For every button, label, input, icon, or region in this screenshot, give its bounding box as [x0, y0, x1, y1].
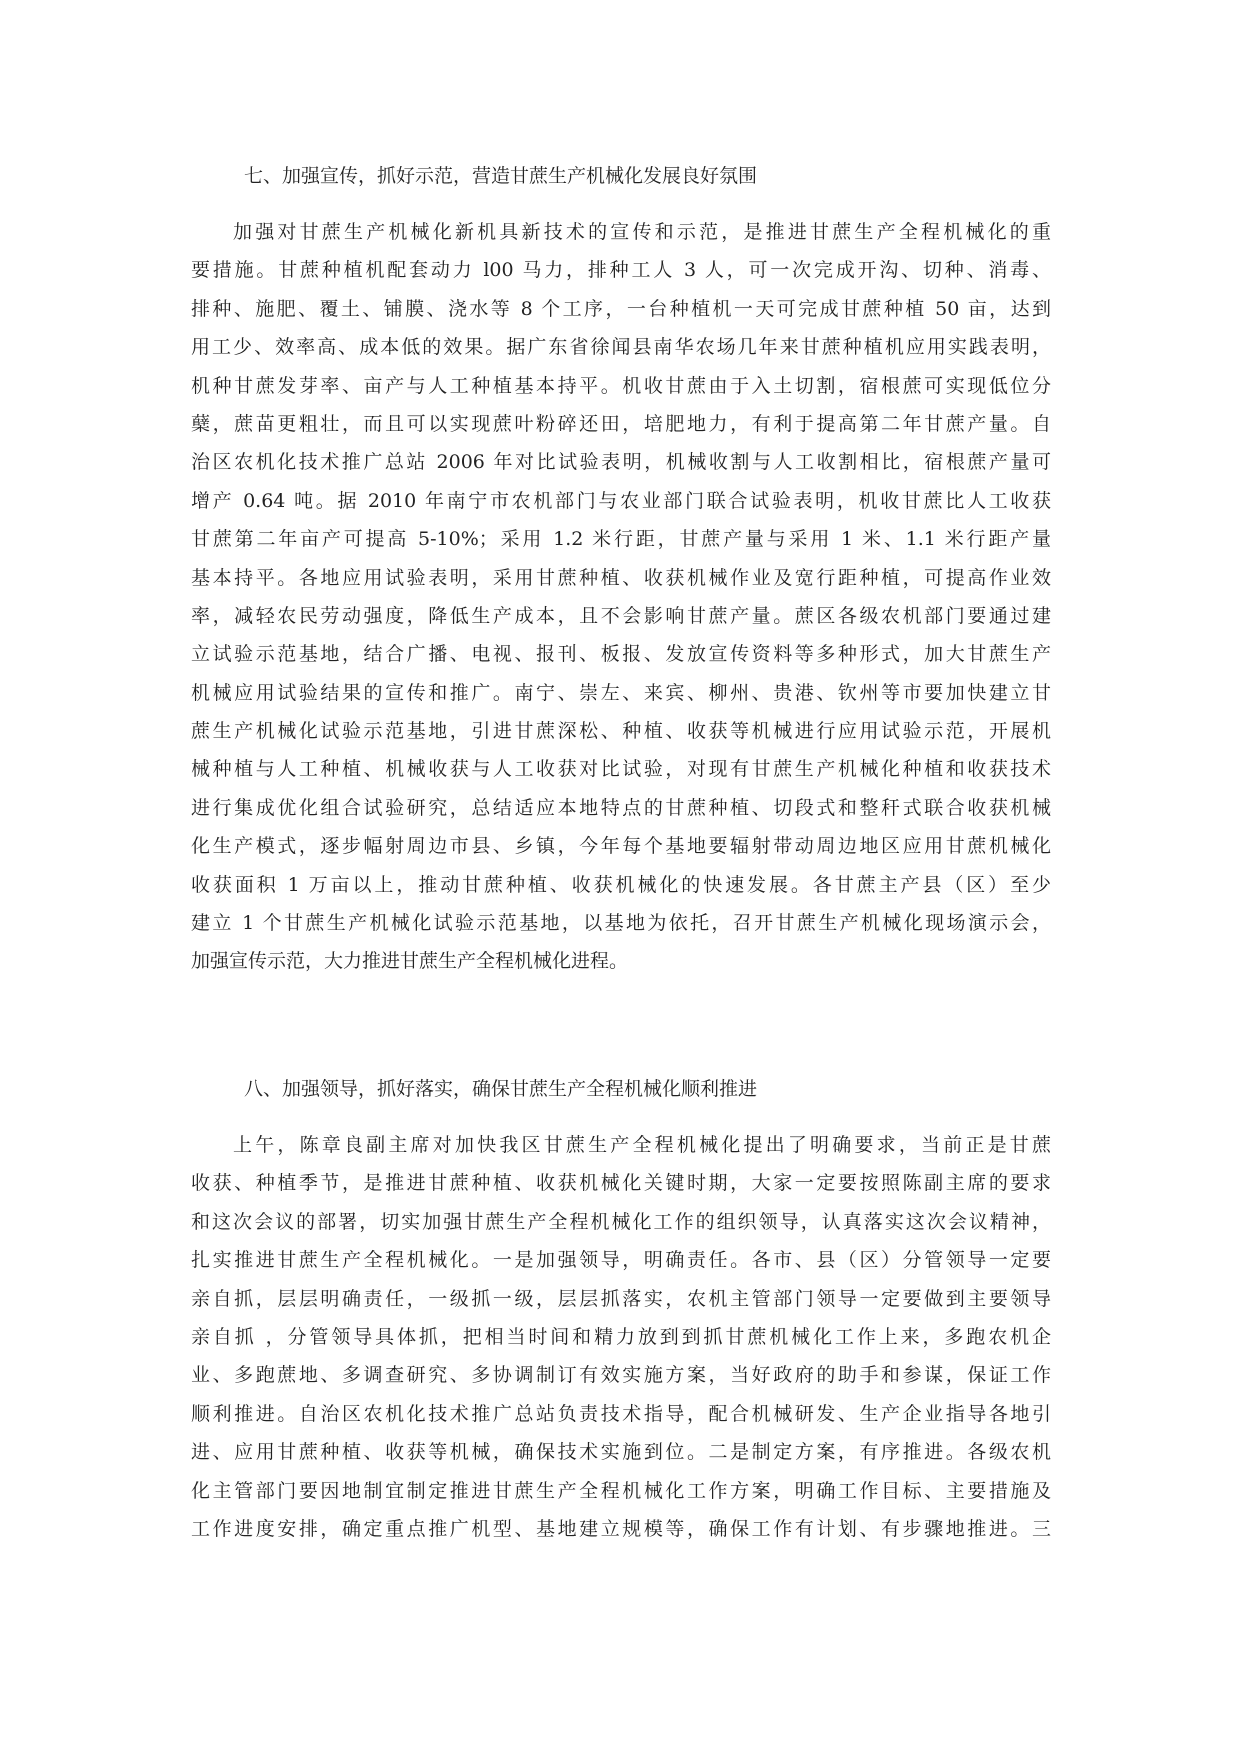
paragraph-line: 加强对甘蔗生产机械化新机具新技术的宣传和示范，是推进甘蔗生产全程机械化的重 — [233, 221, 1051, 243]
paragraph-line: 扎实推进甘蔗生产全程机械化。一是加强领导，明确责任。各市、县（区）分管领导一定要 — [191, 1249, 1051, 1272]
paragraph-line: 建立 1 个甘蔗生产机械化试验示范基地，以基地为依托，召开甘蔗生产机械化现场演示会， — [191, 912, 1051, 935]
paragraph-line: 机种甘蔗发芽率、亩产与人工种植基本持平。机收甘蔗由于入土切割，宿根蔗可实现低位分 — [191, 374, 1051, 397]
section-7-heading: 七、加强宣传，抓好示范，营造甘蔗生产机械化发展良好氛围 — [244, 165, 758, 187]
section-8-paragraph — [191, 1126, 1051, 1548]
paragraph-line: 收获、种植季节，是推进甘蔗种植、收获机械化关键时期，大家一定要按照陈副主席的要求 — [191, 1172, 1051, 1195]
paragraph-line: 甘蔗第二年亩产可提高 5-10%；采用 1.2 米行距，甘蔗产量与采用 1 米、1.1 米行距产量 — [191, 528, 1051, 551]
paragraph-line: 和这次会议的部署，切实加强甘蔗生产全程机械化工作的组织领导，认真落实这次会议精神， — [191, 1210, 1051, 1233]
paragraph-line: 加强宣传示范，大力推进甘蔗生产全程机械化进程。 — [191, 950, 629, 973]
paragraph-line: 机械应用试验结果的宣传和推广。南宁、崇左、来宾、柳州、贵港、钦州等市要加快建立甘 — [191, 681, 1051, 704]
paragraph-line: 蘖，蔗苗更粗壮，而且可以实现蔗叶粉碎还田，培肥地力，有利于提高第二年甘蔗产量。自 — [191, 412, 1051, 435]
paragraph-line: 排种、施肥、覆土、铺膜、浇水等 8 个工序，一台种植机一天可完成甘蔗种植 50 亩，达到 — [191, 297, 1051, 320]
paragraph-line: 收获面积 1 万亩以上，推动甘蔗种植、收获机械化的快速发展。各甘蔗主产县（区）至少 — [191, 873, 1051, 896]
paragraph-line: 用工少、效率高、成本低的效果。据广东省徐闻县南华农场几年来甘蔗种植机应用实践表明， — [191, 336, 1051, 359]
paragraph-line: 要措施。甘蔗种植机配套动力 l00 马力，排种工人 3 人，可一次完成开沟、切种、消毒、 — [191, 259, 1051, 282]
paragraph-line: 上午，陈章良副主席对加快我区甘蔗生产全程机械化提出了明确要求，当前正是甘蔗 — [233, 1134, 1051, 1156]
paragraph-line: 工作进度安排，确定重点推广机型、基地建立规模等，确保工作有计划、有步骤地推进。三 — [191, 1517, 1051, 1540]
paragraph-line: 基本持平。各地应用试验表明，采用甘蔗种植、收获机械作业及宽行距种植，可提高作业效 — [191, 566, 1051, 589]
paragraph-line: 治区农机化技术推广总站 2006 年对比试验表明，机械收割与人工收割相比，宿根蔗产量可 — [191, 451, 1051, 474]
paragraph-line: 亲自抓 ，分管领导具体抓，把相当时间和精力放到到抓甘蔗机械化工作上来，多跑农机企 — [191, 1325, 1051, 1348]
paragraph-line: 化主管部门要因地制宜制定推进甘蔗生产全程机械化工作方案，明确工作目标、主要措施及 — [191, 1479, 1051, 1502]
section-8-heading: 八、加强领导，抓好落实，确保甘蔗生产全程机械化顺利推进 — [244, 1078, 758, 1100]
paragraph-line: 率，减轻农民劳动强度，降低生产成本，且不会影响甘蔗产量。蔗区各级农机部门要通过建 — [191, 604, 1051, 627]
paragraph-line: 进、应用甘蔗种植、收获等机械，确保技术实施到位。二是制定方案，有序推进。各级农机 — [191, 1441, 1051, 1464]
paragraph-line: 业、多跑蔗地、多调查研究、多协调制订有效实施方案，当好政府的助手和参谋，保证工作 — [191, 1364, 1051, 1387]
paragraph-line: 化生产模式，逐步幅射周边市县、乡镇，今年每个基地要辐射带动周边地区应用甘蔗机械化 — [191, 835, 1051, 858]
paragraph-line: 亲自抓，层层明确责任，一级抓一级，层层抓落实，农机主管部门领导一定要做到主要领导 — [191, 1287, 1051, 1310]
paragraph-line: 蔗生产机械化试验示范基地，引进甘蔗深松、种植、收获等机械进行应用试验示范，开展机 — [191, 720, 1051, 743]
paragraph-line: 顺利推进。自治区农机化技术推广总站负责技术指导，配合机械研发、生产企业指导各地引 — [191, 1402, 1051, 1425]
section-7-paragraph — [191, 213, 1051, 981]
paragraph-line: 械种植与人工种植、机械收获与人工收获对比试验，对现有甘蔗生产机械化种植和收获技术 — [191, 758, 1051, 781]
paragraph-line: 立试验示范基地，结合广播、电视、报刊、板报、发放宣传资料等多种形式，加大甘蔗生产 — [191, 643, 1051, 666]
paragraph-line: 增产 0.64 吨。据 2010 年南宁市农机部门与农业部门联合试验表明，机收甘蔗比人工收获 — [191, 489, 1051, 512]
paragraph-line: 进行集成优化组合试验研究，总结适应本地特点的甘蔗种植、切段式和整秆式联合收获机械 — [191, 796, 1051, 819]
